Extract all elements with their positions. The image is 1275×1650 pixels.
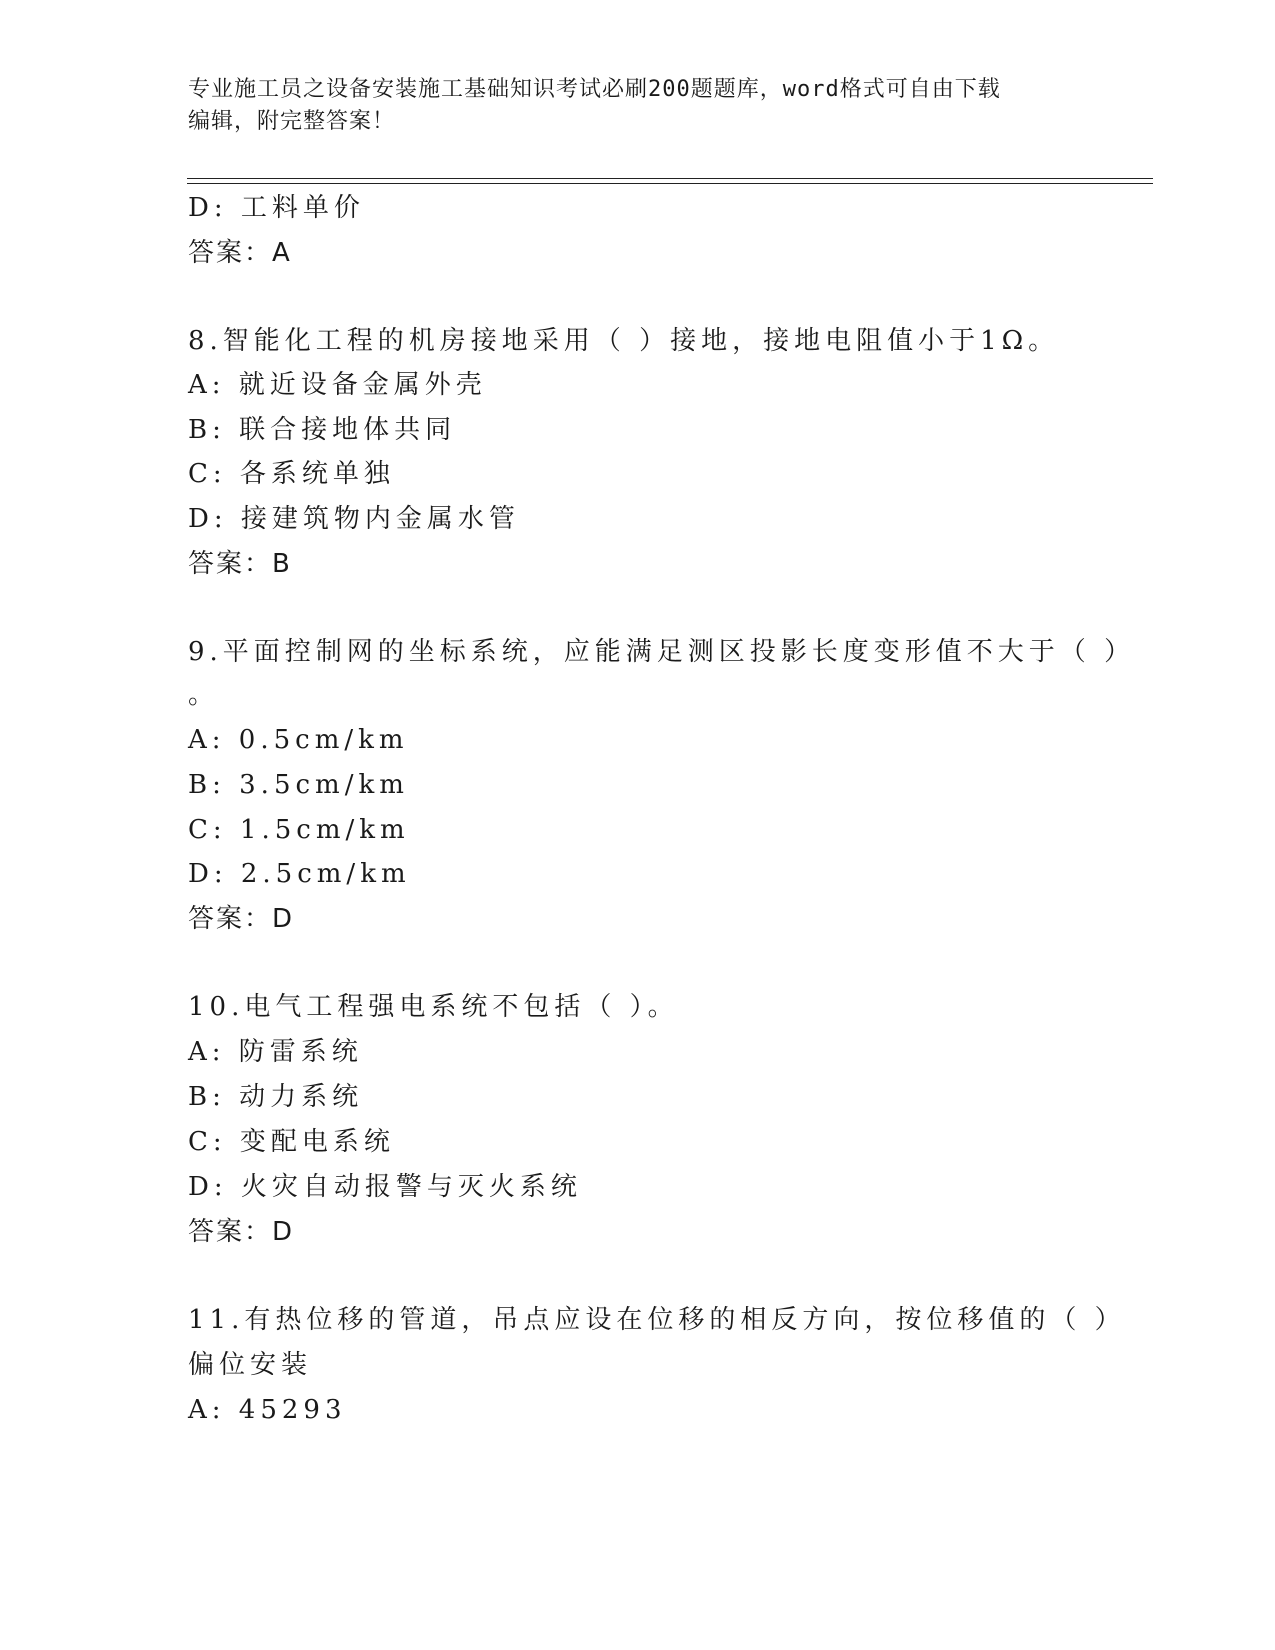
q10-answer: 答案：D xyxy=(188,1217,295,1247)
prev-option-d: D: 工料单价 xyxy=(188,193,365,223)
q11-stem-line-1: 11.有热位移的管道，吊点应设在位移的相反方向，按位移值的（ ） xyxy=(188,1305,1126,1335)
header-title-line-1: 专业施工员之设备安装施工基础知识考试必刷200题题库，word格式可自由下载 xyxy=(188,77,1001,102)
q8-option-a: A: 就近设备金属外壳 xyxy=(188,370,487,400)
q9-stem-line-2: 。 xyxy=(188,680,220,710)
header-divider-top xyxy=(187,178,1153,179)
q10-option-d: D: 火灾自动报警与灭火系统 xyxy=(188,1172,582,1202)
q10-option-a: A: 防雷系统 xyxy=(188,1037,363,1067)
q9-stem-line-1: 9.平面控制网的坐标系统，应能满足测区投影长度变形值不大于（ ） xyxy=(188,637,1136,667)
q10-option-c: C: 变配电系统 xyxy=(188,1127,395,1157)
q10-option-b: B: 动力系统 xyxy=(188,1082,364,1112)
q8-option-b: B: 联合接地体共同 xyxy=(188,415,457,445)
q8-option-c: C: 各系统单独 xyxy=(188,459,395,489)
header-divider-bottom xyxy=(187,183,1153,184)
q9-option-a: A: 0.5cm/km xyxy=(188,725,409,755)
document-header xyxy=(188,74,1068,138)
prev-answer: 答案：A xyxy=(188,238,292,268)
q8-option-d: D: 接建筑物内金属水管 xyxy=(188,504,520,534)
q8-stem: 8.智能化工程的机房接地采用（ ）接地，接地电阻值小于1Ω。 xyxy=(188,326,1060,356)
q9-answer: 答案：D xyxy=(188,904,295,934)
q9-option-c: C: 1.5cm/km xyxy=(188,815,410,845)
header-title-line-2: 编辑，附完整答案！ xyxy=(188,109,396,134)
q11-stem-line-2: 偏位安装 xyxy=(188,1350,313,1380)
q10-stem: 10.电气工程强电系统不包括（ ）。 xyxy=(188,992,679,1022)
q9-option-b: B: 3.5cm/km xyxy=(188,770,409,800)
q11-option-a: A: 45293 xyxy=(188,1395,347,1425)
q9-option-d: D: 2.5cm/km xyxy=(188,859,411,889)
q8-answer: 答案：B xyxy=(188,549,292,579)
